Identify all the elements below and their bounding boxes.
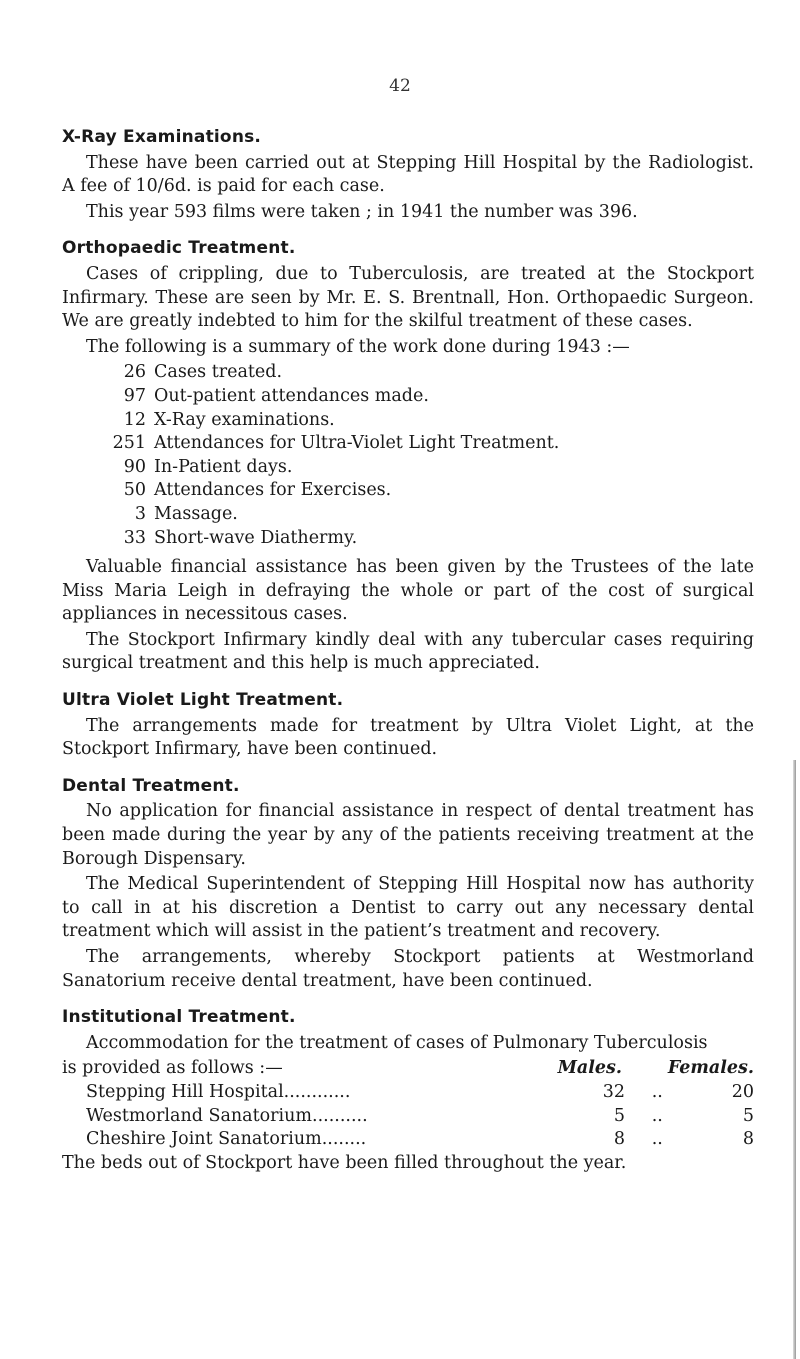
section-orthopaedic — [62, 237, 754, 676]
list-item — [62, 361, 754, 385]
page-number: 42 — [389, 76, 411, 96]
list-item-count: 50 — [123, 480, 146, 501]
institution-name: Stepping Hill Hospital — [86, 1081, 284, 1102]
section-dental — [62, 775, 754, 993]
section-heading-xray: X-Ray Examinations. — [62, 127, 262, 147]
list-item-text: Out-patient attendances made. — [154, 385, 429, 406]
list-item-text: In-Patient days. — [154, 456, 293, 477]
paragraph: This year 593 films were taken ; in 1941 the number was 396. — [86, 201, 638, 222]
summary-list — [62, 361, 754, 550]
accommodation-table — [62, 1081, 754, 1152]
list-item — [62, 503, 754, 527]
list-item-count: 97 — [123, 385, 146, 406]
list-item-count: 26 — [123, 362, 146, 383]
males-count: 5 — [613, 1105, 626, 1126]
section-heading-dental: Dental Treatment. — [62, 775, 240, 796]
dot-leader: .......... — [312, 1105, 368, 1126]
column-separator: .. — [651, 1105, 663, 1126]
paragraph: The arrangements made for treatment by Ultra Violet Light, at the Stockport Infirmary, have been continued. — [62, 715, 754, 760]
list-item — [62, 456, 754, 480]
list-item-text: Short-wave Diathermy. — [154, 527, 358, 548]
paragraph: The Stockport Infirmary kindly deal with any tubercular cases requiring surgical treatment and this help is much appreciated. — [62, 629, 754, 674]
paragraph: These have been carried out at Stepping Hill Hospital by the Radiologist. A fee of 10/6d. is paid for each case. — [62, 152, 754, 197]
list-item — [62, 409, 754, 433]
table-row — [62, 1105, 754, 1129]
list-item — [62, 527, 754, 551]
section-heading-ultra-violet: Ultra Violet Light Treatment. — [62, 690, 344, 711]
list-item-count: 33 — [123, 527, 146, 548]
page-edge-shadow — [793, 760, 796, 1359]
list-item-text: Massage. — [154, 503, 238, 524]
females-count: 20 — [731, 1081, 754, 1102]
list-item-count: 90 — [123, 456, 146, 477]
column-separator: .. — [651, 1081, 663, 1102]
table-row — [62, 1128, 754, 1152]
column-header-females: Females. — [667, 1058, 754, 1079]
dot-leader: ............ — [283, 1081, 351, 1102]
column-separator: .. — [651, 1129, 663, 1150]
list-item — [62, 432, 754, 456]
males-count: 8 — [613, 1129, 626, 1150]
section-xray — [62, 126, 754, 224]
section-institutional — [62, 1006, 754, 1175]
paragraph: Cases of crippling, due to Tuberculosis, are treated at the Stockport Infirmary. These are seen by Mr. E. S. Brentnall, Hon. Orthopaedic Surgeon. We are greatly indebted to him for the skilful treatment of these cases. — [62, 263, 754, 332]
section-heading-orthopaedic: Orthopaedic Treatment. — [62, 238, 296, 259]
males-count: 32 — [602, 1081, 626, 1102]
list-item-text: Attendances for Ultra-Violet Light Treatment. — [154, 433, 560, 454]
paragraph: The Medical Superintendent of Stepping Hill Hospital now has authority to call in at his discretion a Dentist to carry out any necessary dental treatment which will assist in the patient’s treatment and recovery. — [62, 874, 754, 942]
list-item-count: 12 — [123, 409, 146, 430]
section-heading-institutional: Institutional Treatment. — [62, 1007, 296, 1028]
page-content — [62, 126, 754, 1188]
institution-name: Westmorland Sanatorium — [86, 1105, 313, 1126]
list-item-count: 3 — [134, 503, 146, 524]
paragraph: The arrangements, whereby Stockport patients at Westmorland Sanatorium receive dental treatment, have been continued. — [62, 947, 754, 991]
paragraph: The following is a summary of the work done during 1943 :— — [86, 336, 630, 357]
column-header-males: Males. — [557, 1058, 622, 1079]
paragraph: The beds out of Stockport have been filled throughout the year. — [62, 1152, 627, 1173]
dot-leader: ........ — [321, 1129, 367, 1150]
list-item-count: 251 — [112, 433, 146, 454]
table-header-row — [62, 1057, 754, 1081]
section-ultra-violet — [62, 689, 754, 762]
institution-name: Cheshire Joint Sanatorium — [86, 1129, 322, 1150]
females-count: 5 — [742, 1105, 754, 1126]
list-item-text: Attendances for Exercises. — [154, 480, 392, 501]
paragraph: Valuable financial assistance has been given by the Trustees of the late Miss Maria Leigh in defraying the whole or part of the cost of surgical appliances in necessitous cases. — [62, 557, 754, 625]
list-item-text: Cases treated. — [154, 362, 283, 383]
list-item — [62, 385, 754, 409]
paragraph: Accommodation for the treatment of cases of Pulmonary Tuberculosis — [86, 1032, 708, 1053]
list-item — [62, 479, 754, 503]
list-item-text: X-Ray examinations. — [154, 409, 335, 430]
paragraph: No application for financial assistance in respect of dental treatment has been made during the year by any of the patients receiving treatment at the Borough Dispensary. — [62, 801, 754, 869]
paragraph-continued: is provided as follows :— — [62, 1058, 283, 1079]
table-row — [62, 1081, 754, 1105]
females-count: 8 — [742, 1129, 754, 1150]
